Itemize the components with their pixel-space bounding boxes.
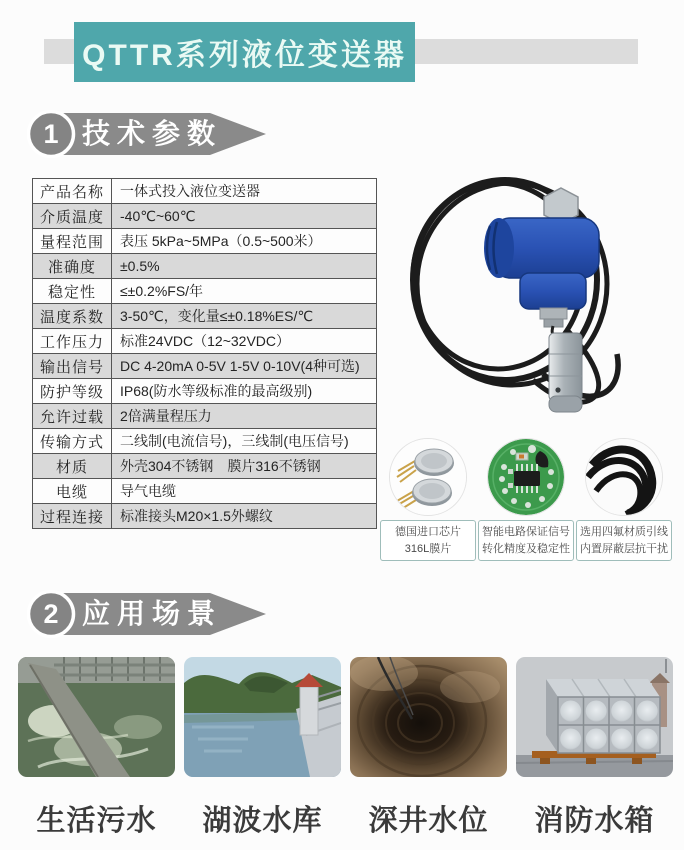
feature-cable bbox=[576, 438, 672, 561]
sensor-chip-icon bbox=[390, 439, 466, 515]
section-2-number: 2 bbox=[43, 599, 59, 629]
spec-label: 允许过载 bbox=[33, 404, 112, 429]
spec-value: 二线制(电流信号)，三线制(电压信号) bbox=[112, 429, 377, 454]
spec-value: 导气电缆 bbox=[112, 479, 377, 504]
spec-label: 介质温度 bbox=[33, 204, 112, 229]
spec-value: 一体式投入液位变送器 bbox=[112, 179, 377, 204]
table-row bbox=[33, 179, 377, 204]
spec-value: 外壳304不锈钢 膜片316不锈钢 bbox=[112, 454, 377, 479]
spec-value: DC 4-20mA 0-5V 1-5V 0-10V(4种可选) bbox=[112, 354, 377, 379]
feature-circuit bbox=[478, 438, 574, 561]
table-row bbox=[33, 229, 377, 254]
feature-caption-line: 德国进口芯片 bbox=[395, 526, 461, 538]
feature-caption bbox=[478, 520, 574, 561]
table-row bbox=[33, 429, 377, 454]
spec-label: 量程范围 bbox=[33, 229, 112, 254]
app-label-fire-tank: 消防水箱 bbox=[534, 805, 655, 837]
spec-label: 防护等级 bbox=[33, 379, 112, 404]
spec-label: 产品名称 bbox=[33, 179, 112, 204]
spec-label: 过程连接 bbox=[33, 504, 112, 529]
spec-label: 电缆 bbox=[33, 479, 112, 504]
spec-value: 标准接头M20×1.5外螺纹 bbox=[112, 504, 377, 529]
spec-table bbox=[32, 178, 377, 529]
cable-icon bbox=[586, 439, 662, 515]
spec-value: IP68(防水等级标准的最高级别) bbox=[112, 379, 377, 404]
feature-caption-line: 智能电路保证信号 bbox=[482, 526, 570, 538]
feature-caption-line: 选用四氟材质引线 bbox=[580, 526, 668, 538]
spec-label: 输出信号 bbox=[33, 354, 112, 379]
table-row bbox=[33, 479, 377, 504]
app-photo-reservoir bbox=[184, 657, 341, 777]
table-row bbox=[33, 454, 377, 479]
app-photo-fire-tank bbox=[516, 657, 673, 777]
spec-label: 工作压力 bbox=[33, 329, 112, 354]
transmitter-product-photo bbox=[393, 168, 679, 436]
spec-label: 材质 bbox=[33, 454, 112, 479]
sewage-photo-icon bbox=[18, 657, 175, 777]
spec-label: 传输方式 bbox=[33, 429, 112, 454]
spec-label: 温度系数 bbox=[33, 304, 112, 329]
feature-caption-line: 内置屏蔽层抗干扰 bbox=[580, 542, 668, 555]
transmitter-photo-icon bbox=[393, 168, 679, 436]
table-row bbox=[33, 354, 377, 379]
feature-caption bbox=[576, 520, 672, 561]
table-row bbox=[33, 404, 377, 429]
fire-tank-photo-icon bbox=[516, 657, 673, 777]
feature-caption bbox=[380, 520, 476, 561]
deep-well-photo-icon bbox=[350, 657, 507, 777]
section-2-header bbox=[18, 586, 278, 642]
spec-label: 准确度 bbox=[33, 254, 112, 279]
reservoir-photo-icon bbox=[184, 657, 341, 777]
section-1-header bbox=[18, 106, 278, 162]
table-row bbox=[33, 304, 377, 329]
spec-value: -40℃~60℃ bbox=[112, 204, 377, 229]
table-row bbox=[33, 279, 377, 304]
spec-value: 3-50℃，变化量≤±0.18%ES/℃ bbox=[112, 304, 377, 329]
feature-chip bbox=[380, 438, 476, 561]
section-2-title: 应用场景 bbox=[82, 598, 223, 629]
cable-photo bbox=[585, 438, 663, 516]
table-row bbox=[33, 204, 377, 229]
app-label-deep-well: 深井水位 bbox=[368, 805, 489, 837]
spec-value: 2倍满量程压力 bbox=[112, 404, 377, 429]
pcb-photo bbox=[487, 438, 565, 516]
table-row bbox=[33, 504, 377, 529]
table-row bbox=[33, 329, 377, 354]
spec-value: ≤±0.2%FS/年 bbox=[112, 279, 377, 304]
spec-value: 表压 5kPa~5MPa（0.5~500米） bbox=[112, 229, 377, 254]
app-photo-deep-well bbox=[350, 657, 507, 777]
table-row bbox=[33, 379, 377, 404]
table-row bbox=[33, 254, 377, 279]
feature-caption-line: 316L膜片 bbox=[404, 542, 452, 555]
section-1-number: 1 bbox=[43, 119, 59, 149]
spec-label: 稳定性 bbox=[33, 279, 112, 304]
app-label-sewage: 生活污水 bbox=[36, 805, 157, 837]
spec-value: ±0.5% bbox=[112, 254, 377, 279]
sensor-chip-photo bbox=[389, 438, 467, 516]
spec-value: 标准24VDC（12~32VDC） bbox=[112, 329, 377, 354]
section-1-title: 技术参数 bbox=[82, 118, 223, 149]
app-label-reservoir: 湖波水库 bbox=[202, 805, 323, 837]
pcb-icon bbox=[488, 439, 564, 515]
app-photo-sewage bbox=[18, 657, 175, 777]
feature-caption-line: 转化精度及稳定性 bbox=[482, 542, 570, 555]
page-title: QTTR系列液位变送器 bbox=[74, 22, 415, 82]
